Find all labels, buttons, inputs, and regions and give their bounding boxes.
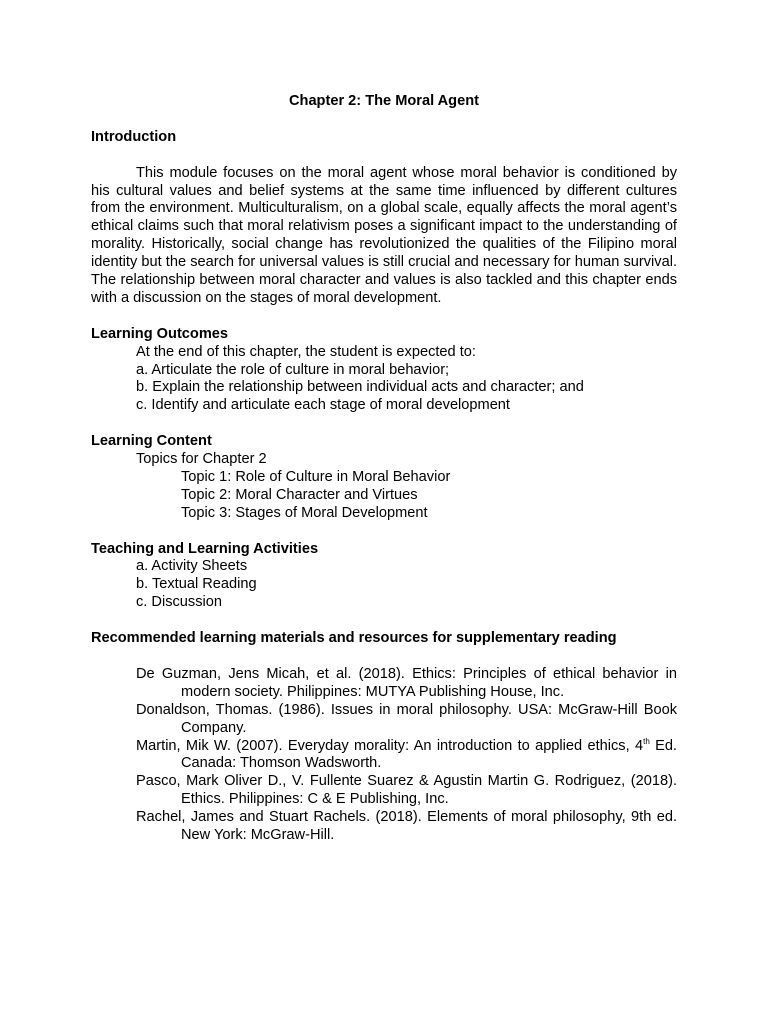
learning-content-heading: Learning Content bbox=[91, 433, 212, 450]
outcome-item: a. Articulate the role of culture in moral behavior; bbox=[136, 361, 450, 378]
activity-item: b. Textual Reading bbox=[136, 576, 257, 593]
learning-content-intro: Topics for Chapter 2 bbox=[136, 451, 267, 468]
topic-item: Topic 1: Role of Culture in Moral Behavior bbox=[181, 468, 451, 485]
outcome-item: c. Identify and articulate each stage of moral development bbox=[136, 397, 510, 414]
learning-outcomes-intro: At the end of this chapter, the student is expected to: bbox=[136, 343, 476, 360]
reference-superscript: th bbox=[643, 736, 650, 746]
reference-entry: Rachel, James and Stuart Rachels. (2018). Elements of moral philosophy, 9th ed. New York: McGraw-Hill. bbox=[136, 809, 677, 844]
learning-outcomes-heading: Learning Outcomes bbox=[91, 325, 229, 342]
reference-entry: De Guzman, Jens Micah, et al. (2018). Ethics: Principles of ethical behavior in modern society. Philippines: MUTYA Publishing House, Inc. bbox=[136, 665, 677, 700]
reference-entry: Donaldson, Thomas. (1986). Issues in moral philosophy. USA: McGraw-Hill Book Company. bbox=[136, 701, 677, 736]
activities-heading: Teaching and Learning Activities bbox=[91, 540, 319, 557]
introduction-heading: Introduction bbox=[91, 128, 177, 145]
topic-item: Topic 2: Moral Character and Virtues bbox=[181, 486, 418, 503]
reference-text: Martin, Mik W. (2007). Everyday morality: An introduction to applied ethics, 4 bbox=[136, 737, 644, 754]
document-page bbox=[91, 93, 677, 845]
chapter-title: Chapter 2: The Moral Agent bbox=[288, 93, 479, 109]
reference-entry bbox=[136, 738, 677, 774]
activity-item: c. Discussion bbox=[136, 594, 222, 611]
reference-text: Ed. Canada: Thomson Wadsworth. bbox=[181, 737, 677, 772]
outcome-item: b. Explain the relationship between individual acts and character; and bbox=[136, 379, 584, 396]
introduction-paragraph: This module focuses on the moral agent whose moral behavior is conditioned by his cultural values and belief systems at the same time influenced by different cultures from the environment. Multiculturalism, on a global scale, equally affects the moral agent’s ethical claims such that moral relativism poses a significant impact to the understanding of morality. Historically, social change has revolutionized the qualities of the Filipino moral identity but the search for universal values is still crucial and necessary for human survival. The relationship between moral character and values is also tackled and this chapter ends with a discussion on the stages of moral development. bbox=[91, 164, 677, 306]
topic-item: Topic 3: Stages of Moral Development bbox=[181, 504, 428, 521]
activity-item: a. Activity Sheets bbox=[136, 558, 248, 575]
reference-entry: Pasco, Mark Oliver D., V. Fullente Suarez & Agustin Martin G. Rodriguez, (2018). Ethics. Philippines: C & E Publishing, Inc. bbox=[136, 773, 677, 808]
resources-heading: Recommended learning materials and resources for supplementary reading bbox=[91, 630, 617, 647]
